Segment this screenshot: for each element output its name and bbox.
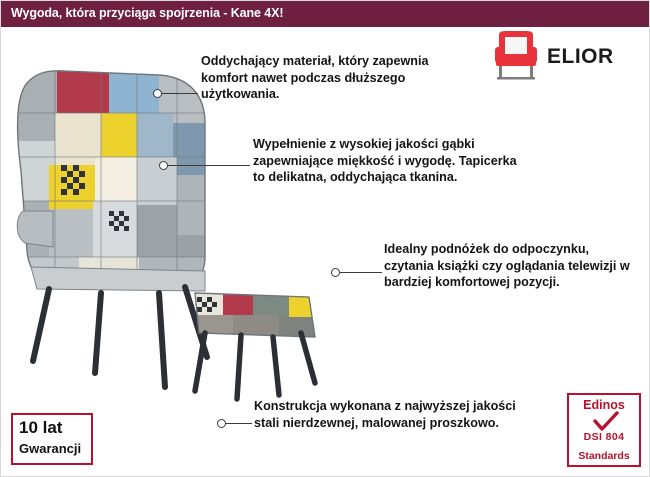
red-armchair-icon	[487, 29, 545, 81]
brand-name: ELIOR	[547, 45, 614, 68]
certificate-code: DSI 804	[583, 431, 625, 443]
guarantee-label: Gwarancji	[19, 441, 82, 456]
leader-dot-3	[331, 268, 340, 277]
certificate-name: Edinos	[583, 398, 625, 412]
leader-line-1	[162, 93, 198, 94]
leader-line-2	[168, 165, 250, 166]
leader-dot-4	[217, 419, 226, 428]
guarantee-badge	[11, 413, 93, 465]
leader-line-3	[340, 272, 382, 273]
certificate-standards: Standards	[578, 450, 630, 462]
callout-text-3: Idealny podnóżek do odpoczynku, czytania książki czy oglądania telewizji w bardziej komfortowej pozycji.	[384, 242, 630, 290]
page-title: Wygoda, która przyciąga spojrzenia - Kane 4X!	[11, 6, 284, 20]
brand-block	[481, 29, 641, 81]
product-photo	[9, 61, 339, 411]
check-mark-icon	[593, 411, 619, 433]
callout-text-4: Konstrukcja wykonana z najwyższej jakości stali nierdzewnej, malowanej proszkowo.	[254, 399, 516, 430]
callout-text-1: Oddychający materiał, który zapewnia komfort nawet podczas dłuższego użytkowania.	[201, 54, 429, 102]
leader-line-4	[226, 423, 252, 424]
leader-dot-1	[153, 89, 162, 98]
certificate-badge	[567, 393, 641, 467]
leader-dot-2	[159, 161, 168, 170]
guarantee-years: 10 lat	[19, 418, 63, 437]
callout-text-2: Wypełnienie z wysokiej jakości gąbki zapewniające miękkość i wygodę. Tapicerka to delikatna, oddychająca tkanina.	[253, 137, 517, 185]
